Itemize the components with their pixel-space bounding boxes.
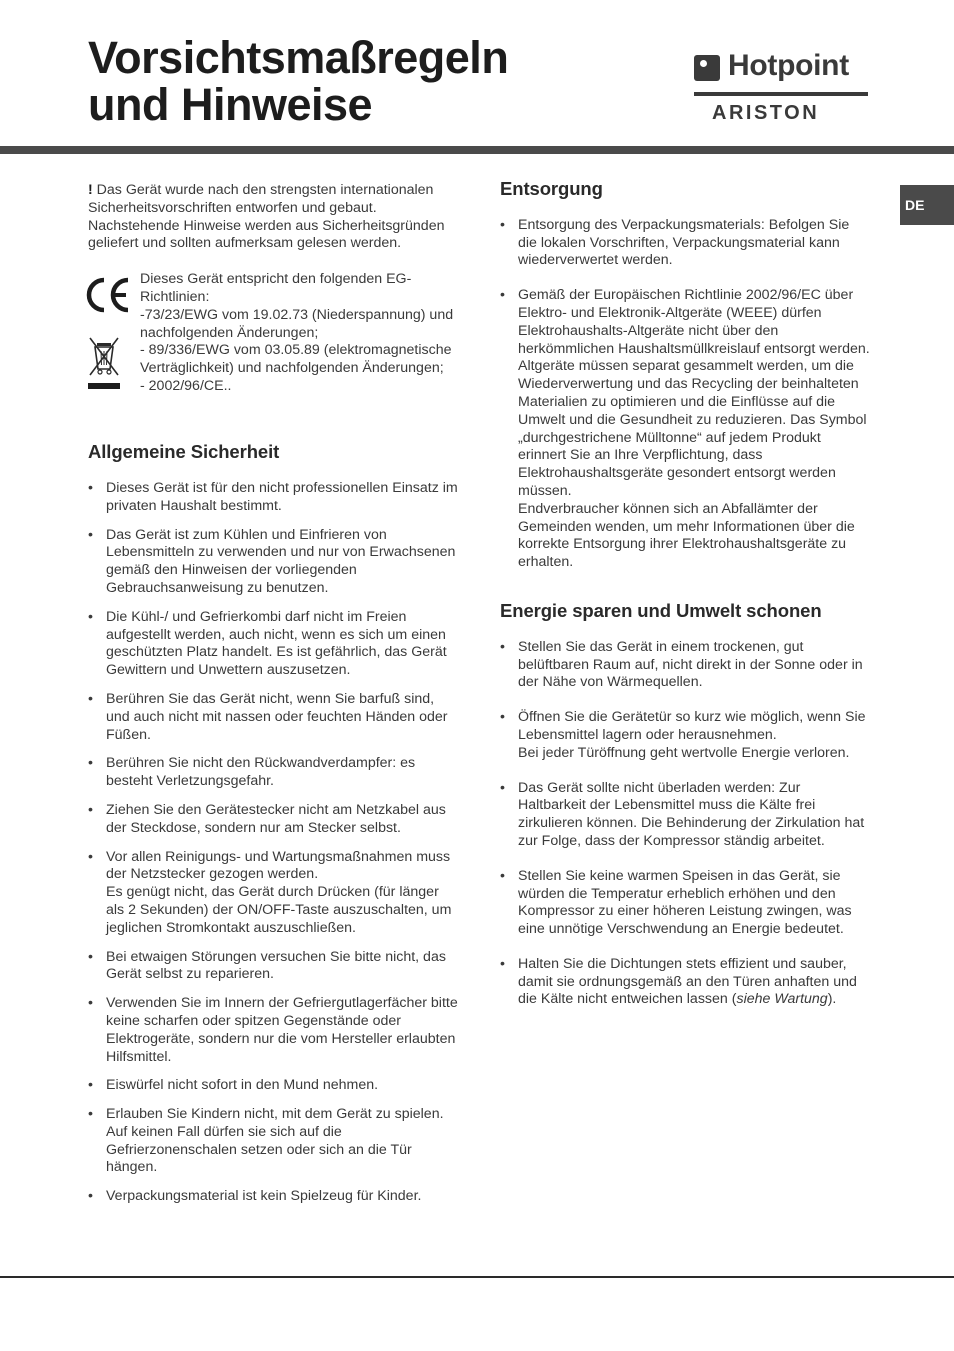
item-text: • Dieses Gerät ist für den nicht professionellen Einsatz im privaten Haushalt bestimmt. <box>106 479 458 514</box>
item-text: • Die Kühl-/ und Gefrierkombi darf nicht im Freien aufgestellt werden, auch nicht, wenn es sich um einen geschützten Platz handelt. Es ist gefährlich, das Gerät Gewittern und Unwettern auszusetzen. <box>106 608 447 679</box>
item-text: • Berühren Sie nicht den Rückwandverdampfer: es besteht Verletzungsgefahr. <box>106 755 416 790</box>
ce-text <box>140 271 460 396</box>
heading-disposal: Entsorgung <box>500 178 603 199</box>
ce-line: - 2002/96/CE.. <box>140 377 232 394</box>
item-text: • Öffnen Sie die Gerätetür so kurz wie möglich, wenn Sie Lebensmittel lagern oder herausnehmen. <box>518 709 866 743</box>
item-text: Endverbraucher können sich an Abfallämter der Gemeinden wenden, um mehr Informationen über die korrekte Entsorgung ihrer Elektrohaushaltsgeräte zu erhalten. <box>518 500 855 571</box>
heading-general-safety: Allgemeine Sicherheit <box>88 441 280 463</box>
list-item <box>88 527 460 598</box>
list-item <box>88 1077 460 1095</box>
ce-line: -73/23/EWG vom 19.02.73 (Niederspannung) und nachfolgenden Änderungen; <box>140 306 454 341</box>
item-text: • Verpackungsmaterial ist kein Spielzeug für Kinder. <box>106 1188 422 1205</box>
item-text: • Das Gerät sollte nicht überladen werden: Zur Haltbarkeit der Lebensmittel muss die Kälte frei zirkulieren können. Die Behinderung der Zirkulation hat zur Folge, dass der Kompressor ständig arbeitet. <box>518 779 865 849</box>
energy-list <box>500 639 872 1010</box>
item-text: • Stellen Sie keine warmen Speisen in das Gerät, sie würden die Temperatur erheblich erhöhen und den Kompressor zu einer höheren Leistung zwingen, was eine unnötige Verschwendung an Energie bedeutet. <box>518 867 852 938</box>
footer-rule <box>0 1276 954 1278</box>
language-tab: DE <box>900 185 954 225</box>
list-item <box>500 217 872 270</box>
item-text: • Bei etwaigen Störungen versuchen Sie bitte nicht, das Gerät selbst zu reparieren. <box>106 948 446 983</box>
item-text: • Das Gerät ist zum Kühlen und Einfrieren von Lebensmitteln zu verwenden und nur von Erwachsenen gemäß den Hinweisen der vorliegenden Gebrauchsanweisung zu benutzen. <box>106 526 456 596</box>
logo-divider <box>694 92 868 96</box>
page-title: Vorsichtsmaßregeln und Hinweise <box>88 32 509 130</box>
list-item <box>500 780 872 851</box>
list-item <box>500 287 872 572</box>
item-text-part: Halten Sie die Dichtungen stets effizient und sauber, damit sie ordnungsgemäß an den Türen anhaften und die Kälte nicht entweichen lassen ( <box>518 955 857 1008</box>
list-item <box>88 691 460 744</box>
list-item <box>88 849 460 938</box>
ce-compliance-block <box>88 271 460 411</box>
intro-text: Das Gerät wurde nach den strengsten internationalen Sicherheitsvorschriften entworfen und gebaut. Nachstehende Hinweise werden aus Sicherheitsgründen geliefert und sollten aufmerksam gelesen werden. <box>88 182 445 252</box>
heading-energy-saving: Energie sparen und Umwelt schonen <box>500 599 822 621</box>
list-item <box>88 480 460 516</box>
left-column <box>88 182 460 1217</box>
list-item <box>500 868 872 939</box>
list-item <box>500 956 872 1009</box>
hotpoint-ariston-logo <box>694 49 868 126</box>
item-text: • Verwenden Sie im Innern der Gefriergutlagerfächer bitte keine scharfen oder spitzen Gegenstände oder Elektrogeräte, sondern nur die vom Hersteller erlaubten Hilfsmittel. <box>106 995 458 1065</box>
intro-paragraph <box>88 182 460 253</box>
header-bar <box>0 146 954 154</box>
item-text: • Erlauben Sie Kindern nicht, mit dem Gerät zu spielen. Auf keinen Fall dürfen sie sich auf die Gefrierzonenschalen setzen oder sich an die Tür hängen. <box>106 1106 444 1176</box>
crossed-bin-icon <box>88 335 120 391</box>
ce-mark-icon <box>84 275 134 315</box>
general-safety-list <box>88 480 460 1206</box>
logo-brand: Hotpoint <box>728 49 849 82</box>
item-text-part: ). <box>827 991 837 1008</box>
item-text: • Berühren Sie das Gerät nicht, wenn Sie barfuß sind, und auch nicht mit nassen oder feuchten Händen oder Füßen. <box>106 690 448 743</box>
item-text: Bei jeder Türöffnung geht wertvolle Energie verloren. <box>518 744 850 761</box>
logo-square-icon <box>694 55 720 81</box>
item-text: • Vor allen Reinigungs- und Wartungsmaßnahmen muss der Netzstecker gezogen werden. <box>106 848 451 883</box>
item-text: Es genügt nicht, das Gerät durch Drücken (für länger als 2 Sekunden) der ON/OFF-Taste auszuschalten, um jeglichen Stromkontakt auszuschließen. <box>106 884 452 936</box>
cross-reference: siehe Wartung <box>736 991 828 1008</box>
list-item <box>88 755 460 791</box>
item-text: • Gemäß der Europäischen Richtlinie 2002/96/EC über Elektro- und Elektronik-Altgeräte (WEEE) dürfen Elektrohaushalts-Altgeräte nicht über den herkömmlichen Haushaltsmüllkreislauf entsorgt werden. Altgeräte müssen separat gesammelt werden, um die Wiederverwertung und das Recycling der beinhalteten Materialien zu optimieren und die Einflüsse auf die Umwelt und die Gesundheit zu reduzieren. Das Symbol „durchgestrichene Mülltonne“ auf jedem Produkt erinnert Sie an Ihre Verpflichtung, dass Elektrohaushaltsgeräte gesondert entsorgt werden müssen. <box>518 287 870 499</box>
disposal-list <box>500 217 872 572</box>
ce-line: - 89/336/EWG vom 03.05.89 (elektromagnetische Verträglichkeit) und nachfolgenden Änderungen; <box>140 342 452 377</box>
list-item <box>88 1106 460 1177</box>
item-text <box>518 956 872 1009</box>
list-item <box>88 802 460 838</box>
item-text: • Stellen Sie das Gerät in einem trockenen, gut belüftbaren Raum auf, nicht direkt in der Sonne oder in der Nähe von Wärmequellen. <box>518 638 863 691</box>
list-item <box>88 995 460 1066</box>
warning-mark: ! <box>88 182 93 198</box>
list-item <box>88 1188 460 1206</box>
right-column <box>500 180 872 1026</box>
ce-line: Dieses Gerät entspricht den folgenden EG-Richtlinien: <box>140 271 412 305</box>
list-item <box>88 609 460 680</box>
list-item <box>88 949 460 985</box>
item-text: • Eiswürfel nicht sofort in den Mund nehmen. <box>106 1077 379 1094</box>
item-text: • Entsorgung des Verpackungsmaterials: Befolgen Sie die lokalen Vorschriften, Verpackungsmaterial kann wiederverwertet werden. <box>518 216 850 269</box>
logo-subbrand: ARISTON <box>712 102 820 124</box>
item-text: • Ziehen Sie den Gerätestecker nicht am Netzkabel aus der Steckdose, sondern nur am Stecker selbst. <box>106 801 446 836</box>
list-item <box>500 709 872 762</box>
list-item <box>500 639 872 692</box>
